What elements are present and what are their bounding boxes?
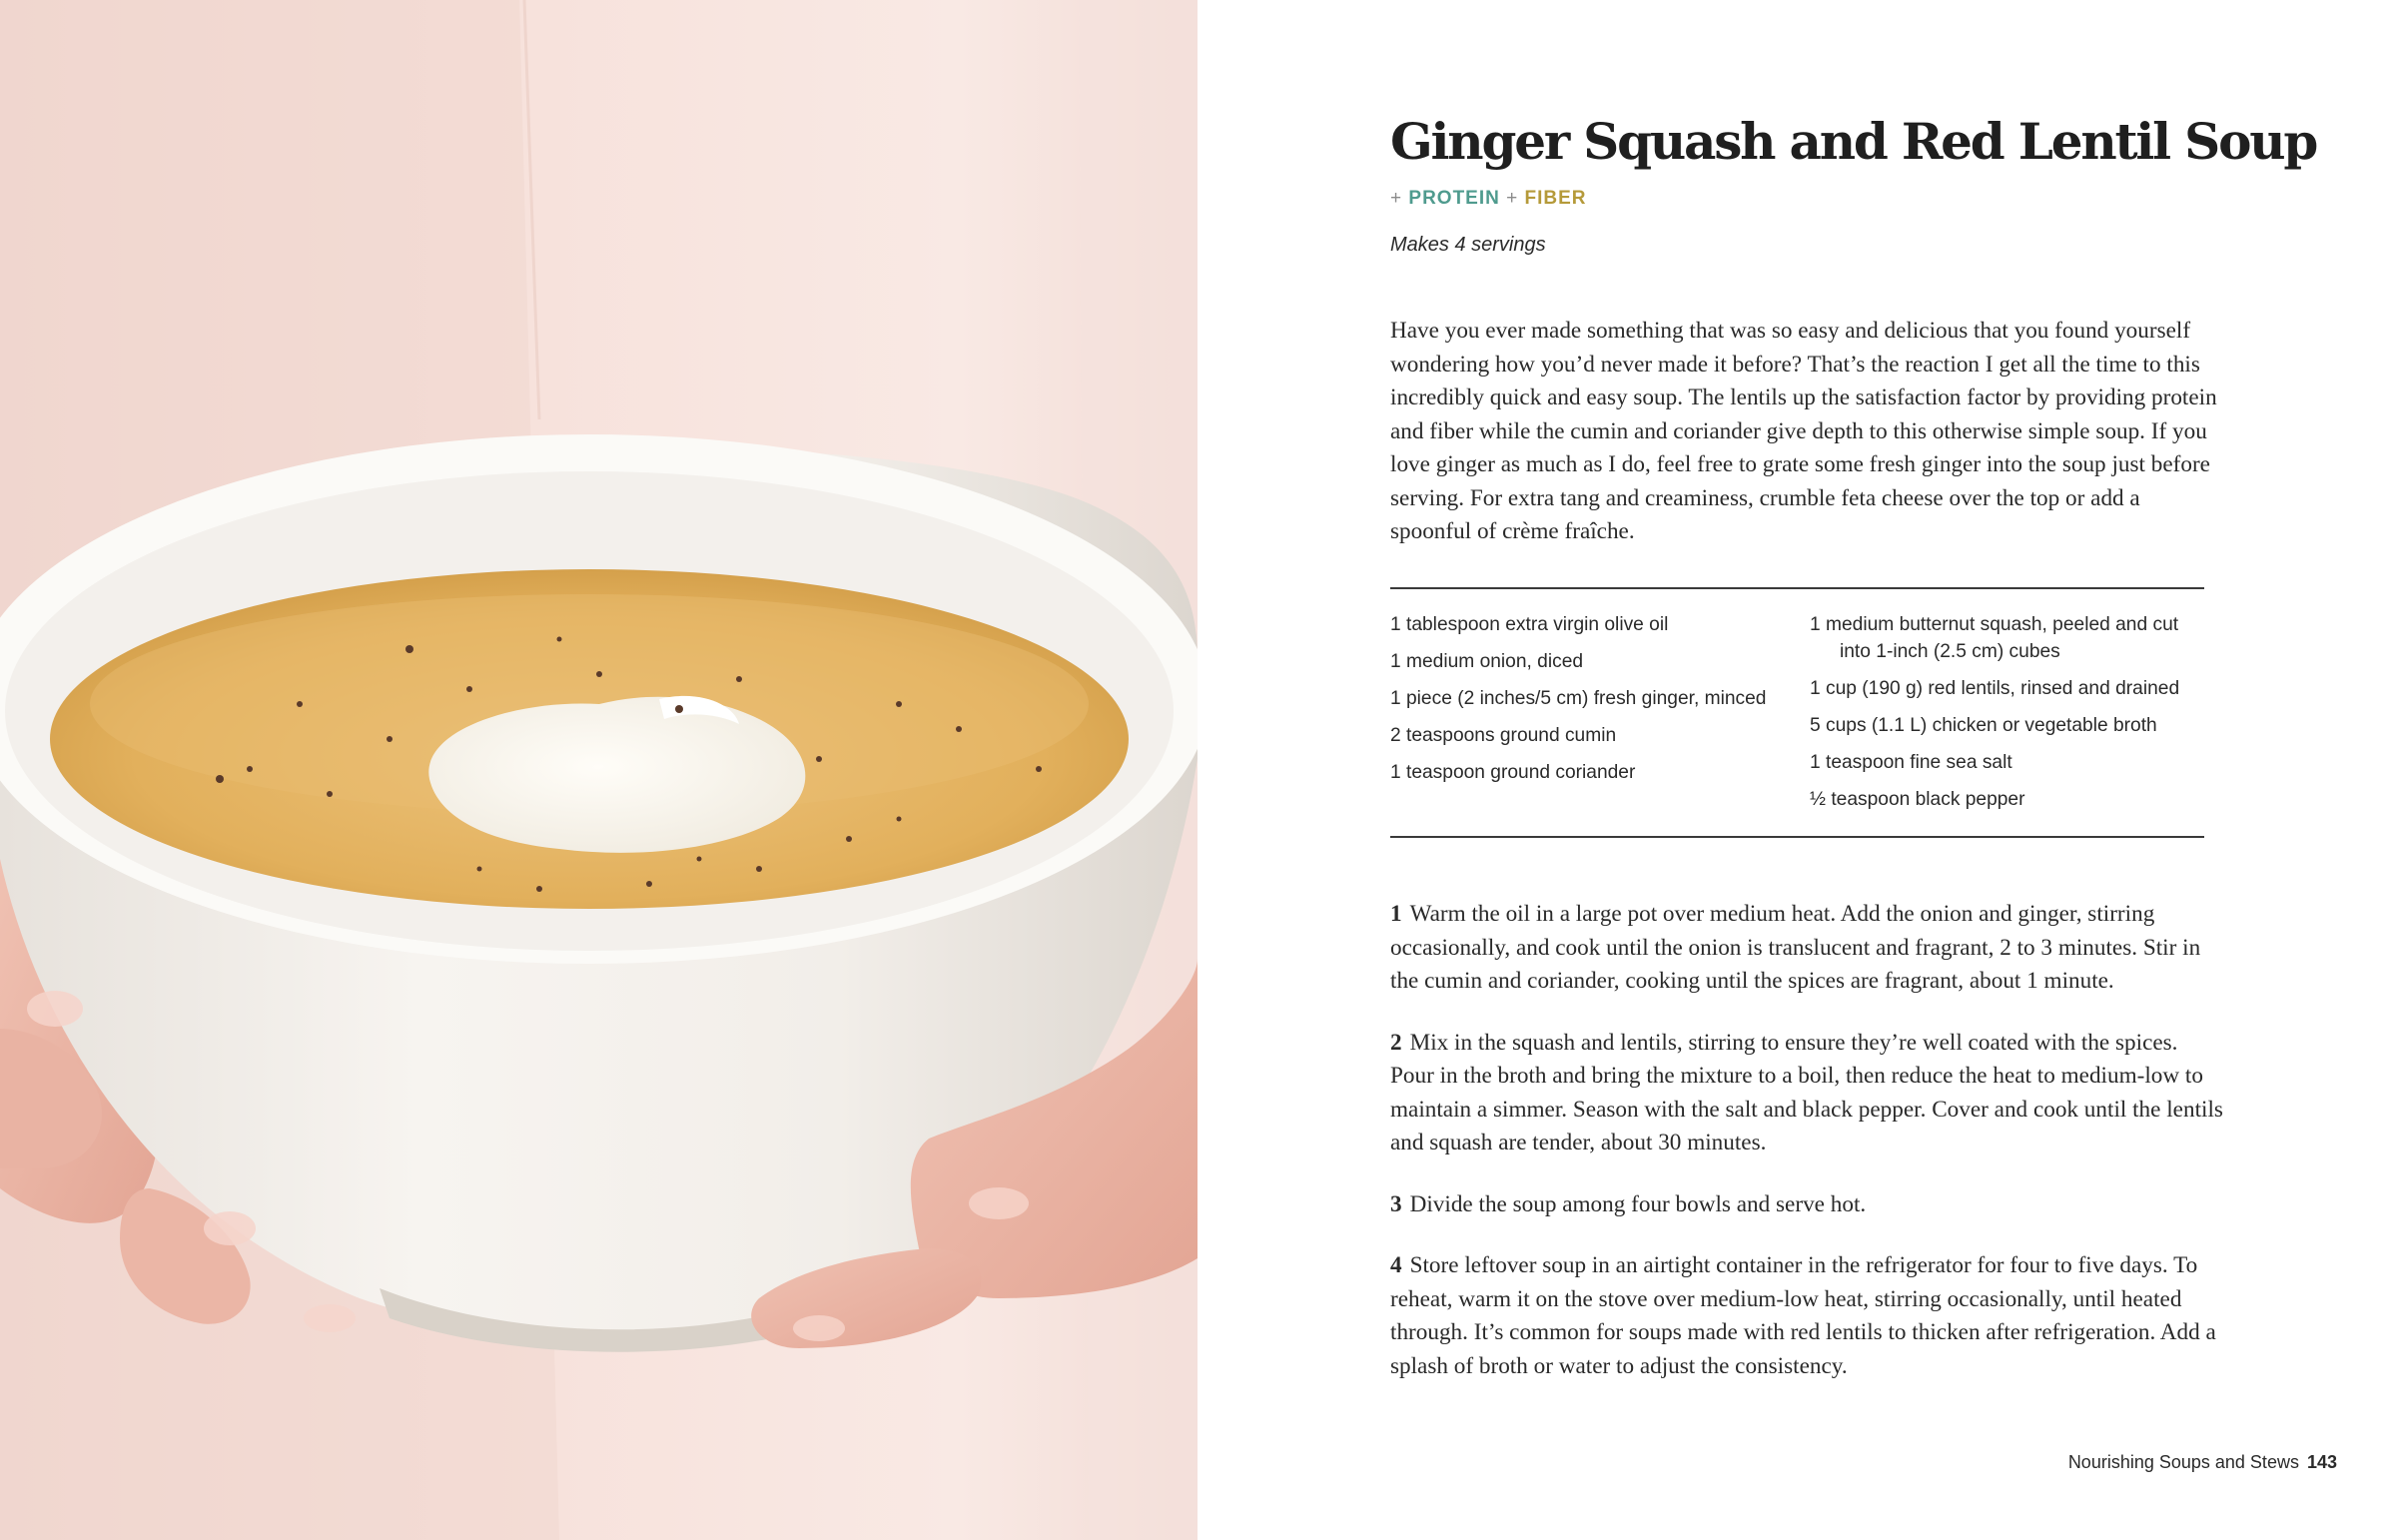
nutrition-tags [1390, 186, 1587, 212]
ingredient-item: 5 cups (1.1 L) chicken or vegetable broth [1810, 715, 2157, 736]
step-text: Warm the oil in a large pot over medium heat. Add the onion and ginger, stirring occasionally, and cook until the onion is translucent and fragrant, 2 to 3 minutes. Stir in the cumin and coriander, cooking until the spices are fragrant, about 1 minute. [1390, 901, 2201, 994]
tag-fiber: FIBER [1524, 188, 1587, 209]
method-step [1390, 898, 2224, 999]
ingredient-item: 2 teaspoons ground cumin [1390, 725, 1617, 746]
ingredient-item: ½ teaspoon black pepper [1810, 789, 2025, 810]
recipe-intro: Have you ever made something that was so easy and delicious that you found yourself wondering how you’d never made it before? That’s the reaction I get all the time to this incredibly quick and easy soup. The lentils up the satisfaction factor by providing protein and fiber while the cumin and coriander give depth to this otherwise simple soup. If you love ginger as much as I do, feel free to grate some fresh ginger into the soup just before serving. For extra tang and creaminess, crumble feta cheese over the top or add a spoonful of crème fraîche. [1390, 318, 2217, 544]
step-text: Store leftover soup in an airtight container in the refrigerator for four to five days. To reheat, warm it on the stove over medium-low heat, stirring occasionally, until heated through. It’s common for soups made with red lentils to thicken after refrigeration. Add a splash of broth or water to adjust the consistency. [1390, 1252, 2216, 1379]
method-step [1390, 1188, 2224, 1222]
tag-plus: + [1390, 188, 1403, 209]
ingredient-item: 1 cup (190 g) red lentils, rinsed and drained [1810, 678, 2180, 699]
recipe-page [1198, 0, 2396, 1540]
ingredient-item: 1 teaspoon ground coriander [1390, 762, 1636, 783]
method-step [1390, 1249, 2224, 1383]
method-step [1390, 1027, 2224, 1160]
ingredients-top-rule [1390, 587, 2204, 589]
step-text: Divide the soup among four bowls and serve hot. [1409, 1190, 1867, 1217]
method-steps [1390, 898, 2224, 1411]
ingredients-list-left [1390, 611, 1810, 796]
step-number: 3 [1390, 1190, 1402, 1217]
ingredient-item: 1 teaspoon fine sea salt [1810, 752, 2012, 773]
ingredient-item: 1 medium butternut squash, peeled and cut into 1-inch (2.5 cm) cubes [1810, 614, 2179, 662]
step-text: Mix in the squash and lentils, stirring to ensure they’re well coated with the spices. Pour in the broth and bring the mixture to a boil, then reduce the heat to medium-low to maintain a simmer. Season with the salt and black pepper. Cover and cook until the lentils and squash are tender, about 30 minutes. [1390, 1029, 2223, 1155]
recipe-title: Ginger Squash and Red Lentil Soup [1390, 112, 2317, 171]
page-number: 143 [2306, 1452, 2337, 1472]
tag-protein: PROTEIN [1408, 188, 1500, 209]
tag-plus: + [1506, 188, 1519, 209]
ingredients-bottom-rule [1390, 836, 2204, 838]
ingredient-item: 1 piece (2 inches/5 cm) fresh ginger, minced [1390, 688, 1767, 709]
step-number: 2 [1390, 1029, 1402, 1056]
running-footer [2068, 1450, 2337, 1474]
ingredients-list-right [1810, 611, 2209, 823]
recipe-yield: Makes 4 servings [1390, 234, 1546, 256]
ingredient-item: 1 tablespoon extra virgin olive oil [1390, 614, 1669, 635]
step-number: 4 [1390, 1252, 1402, 1278]
section-title: Nourishing Soups and Stews [2067, 1452, 2299, 1472]
ingredient-item: 1 medium onion, diced [1390, 651, 1584, 672]
step-number: 1 [1390, 901, 1402, 927]
